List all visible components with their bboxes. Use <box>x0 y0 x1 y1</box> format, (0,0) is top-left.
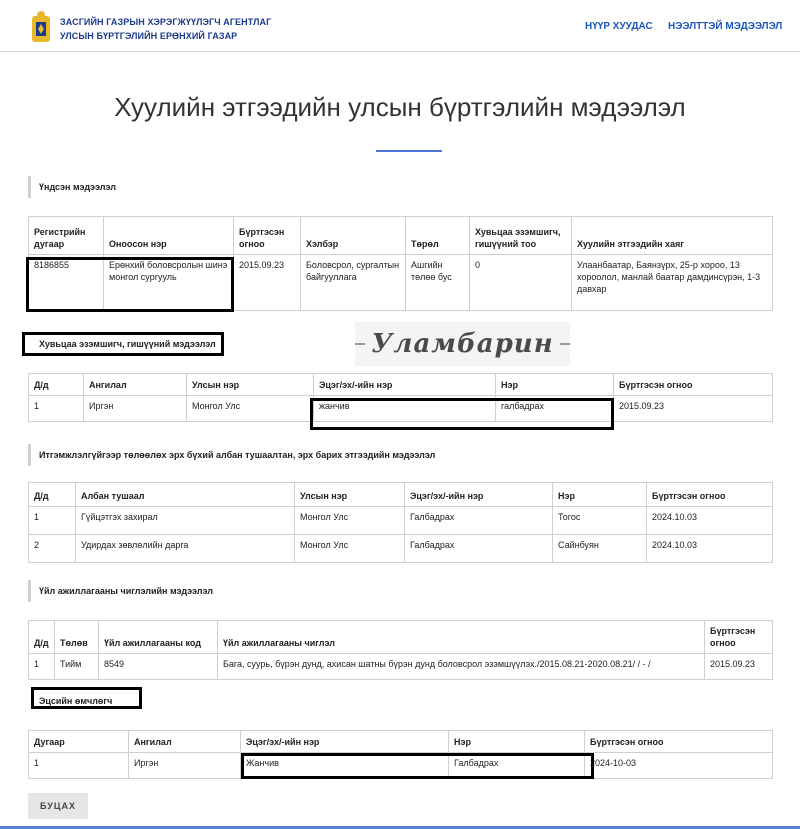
cell-country: Монгол Улс <box>295 507 405 535</box>
cell-country: Монгол Улс <box>187 396 314 422</box>
col-activity-direction: Үйл ажиллагааны чиглэл <box>218 621 705 654</box>
col-registered-date: Бүртгэсэн огноо <box>705 621 773 654</box>
col-form: Хэлбэр <box>301 217 406 255</box>
col-index: Д/д <box>29 621 55 654</box>
section-basic-title: Үндсэн мэдээлэл <box>28 176 124 198</box>
cell-status: Тийм <box>55 654 99 680</box>
table-header-row <box>29 483 773 507</box>
col-parent-name: Эцэг/эх/-ийн нэр <box>241 731 449 753</box>
col-index: Д/д <box>29 483 76 507</box>
table-header-row <box>29 217 773 255</box>
basic-info-table <box>28 216 773 311</box>
agency-name-line2: УЛСЫН БҮРТГЭЛИЙН ЕРӨНХИЙ ГАЗАР <box>60 31 238 41</box>
col-name: Нэр <box>553 483 647 507</box>
cell-index: 2 <box>29 535 76 563</box>
site-header <box>0 0 800 52</box>
cell-number: 1 <box>29 753 129 779</box>
table-row <box>29 507 773 535</box>
cell-registered-date: 2024-10-03 <box>585 753 773 779</box>
section-beneficial-title: Эцсийн өмчлөгч <box>28 690 120 712</box>
cell-registered-date: 2015.09.23 <box>614 396 773 422</box>
cell-parent-name: жанчив <box>314 396 496 422</box>
col-category: Ангилал <box>129 731 241 753</box>
table-row <box>29 396 773 422</box>
section-activities-title: Үйл ажиллагааны чиглэлийн мэдээлэл <box>28 580 221 602</box>
cell-activity-direction: Бага, суурь, бүрэн дунд, ахисан шатны бүрэн дунд боловсрол эзэмшүүлэх./2015.08.21-2020.08.21/ / - / <box>218 654 705 680</box>
cell-position: Удирдах зөвлөлийн дарга <box>76 535 295 563</box>
cell-registered-date: 2015.09.23 <box>705 654 773 680</box>
table-row <box>29 654 773 680</box>
cell-activity-code: 8549 <box>99 654 218 680</box>
cell-country: Монгол Улс <box>295 535 405 563</box>
shareholder-count: 0 <box>470 255 572 311</box>
table-row <box>29 255 773 311</box>
table-header-row <box>29 374 773 396</box>
col-activity-code: Үйл ажиллагааны код <box>99 621 218 654</box>
watermark-text: Уламбарин <box>371 329 554 359</box>
cell-registered-date: 2024.10.03 <box>647 507 773 535</box>
cell-index: 1 <box>29 396 84 422</box>
table-row <box>29 753 773 779</box>
cell-parent-name: Жанчив <box>241 753 449 779</box>
col-country: Улсын нэр <box>295 483 405 507</box>
shareholders-table <box>28 373 773 422</box>
cell-registered-date: 2024.10.03 <box>647 535 773 563</box>
soyombo-emblem-icon[interactable] <box>30 10 52 44</box>
agency-name-line1: ЗАСГИЙН ГАЗРЫН ХЭРЭГЖҮҮЛЭГЧ АГЕНТЛАГ <box>60 17 272 27</box>
org-type: Ашгийн төлөө бус <box>406 255 470 311</box>
cell-category: Иргэн <box>129 753 241 779</box>
nav-home-link[interactable]: НҮҮР ХУУДАС <box>585 21 653 32</box>
cell-name: Галбадрах <box>449 753 585 779</box>
col-registered-date: Бүртгэсэн огноо <box>585 731 773 753</box>
col-address: Хуулийн этгээдийн хаяг <box>572 217 773 255</box>
col-register-number: Регистрийн дугаар <box>29 217 104 255</box>
cell-parent-name: Галбадрах <box>405 507 553 535</box>
table-header-row <box>29 621 773 654</box>
activities-table <box>28 620 773 680</box>
col-parent-name: Эцэг/эх/-ийн нэр <box>314 374 496 396</box>
assigned-name: Ерөнхий боловсролын шинэ монгол сургууль <box>104 255 234 311</box>
col-registered-date: Бүртгэсэн огноо <box>614 374 773 396</box>
page-title: Хуулийн этгээдийн улсын бүртгэлийн мэдээлэл <box>114 92 686 122</box>
col-status: Төлөв <box>55 621 99 654</box>
org-address: Улаанбаатар, Баянзүрх, 25-р хороо, 13 хороолол, манлай баатар дамдинсүрэн, 1-3 давхар <box>572 255 773 311</box>
col-number: Дугаар <box>29 731 129 753</box>
cell-position: Гүйцэтгэх захирал <box>76 507 295 535</box>
cell-category: Иргэн <box>84 396 187 422</box>
back-button[interactable]: БУЦАХ <box>28 793 88 819</box>
col-index: Д/д <box>29 374 84 396</box>
table-header-row <box>29 731 773 753</box>
cell-index: 1 <box>29 654 55 680</box>
officials-table <box>28 482 773 563</box>
watermark-bar-right <box>560 343 570 345</box>
cell-name: Сайнбуян <box>553 535 647 563</box>
watermark <box>355 322 570 366</box>
title-underline <box>376 150 442 152</box>
cell-name: Тогос <box>553 507 647 535</box>
table-row <box>29 535 773 563</box>
col-registered-date: Бүртгэсэн огноо <box>647 483 773 507</box>
cell-name: галбадрах <box>496 396 614 422</box>
cell-index: 1 <box>29 507 76 535</box>
register-number: 8186855 <box>29 255 104 311</box>
col-type: Төрөл <box>406 217 470 255</box>
watermark-bar-left <box>355 343 365 345</box>
col-parent-name: Эцэг/эх/-ийн нэр <box>405 483 553 507</box>
col-registered-date: Бүртгэсэн огноо <box>234 217 301 255</box>
nav-public-info-link[interactable]: НЭЭЛТТЭЙ МЭДЭЭЛЭЛ <box>668 21 783 32</box>
col-name: Нэр <box>496 374 614 396</box>
beneficial-owner-table <box>28 730 773 779</box>
col-category: Ангилал <box>84 374 187 396</box>
section-shareholders-title: Хувьцаа эзэмшигч, гишүүний мэдээлэл <box>28 333 224 355</box>
col-name: Нэр <box>449 731 585 753</box>
org-form: Боловсрол, сургалтын байгууллага <box>301 255 406 311</box>
cell-parent-name: Галбадрах <box>405 535 553 563</box>
col-shareholder-count: Хувьцаа эзэмшигч, гишүүний тоо <box>470 217 572 255</box>
col-assigned-name: Оноосон нэр <box>104 217 234 255</box>
registered-date: 2015.09.23 <box>234 255 301 311</box>
section-officials-title: Итгэмжлэлгүйгээр төлөөлөх эрх бүхий албан тушаалтан, эрх барих этгээдийн мэдээлэл <box>28 444 443 466</box>
col-position: Албан тушаал <box>76 483 295 507</box>
col-country: Улсын нэр <box>187 374 314 396</box>
